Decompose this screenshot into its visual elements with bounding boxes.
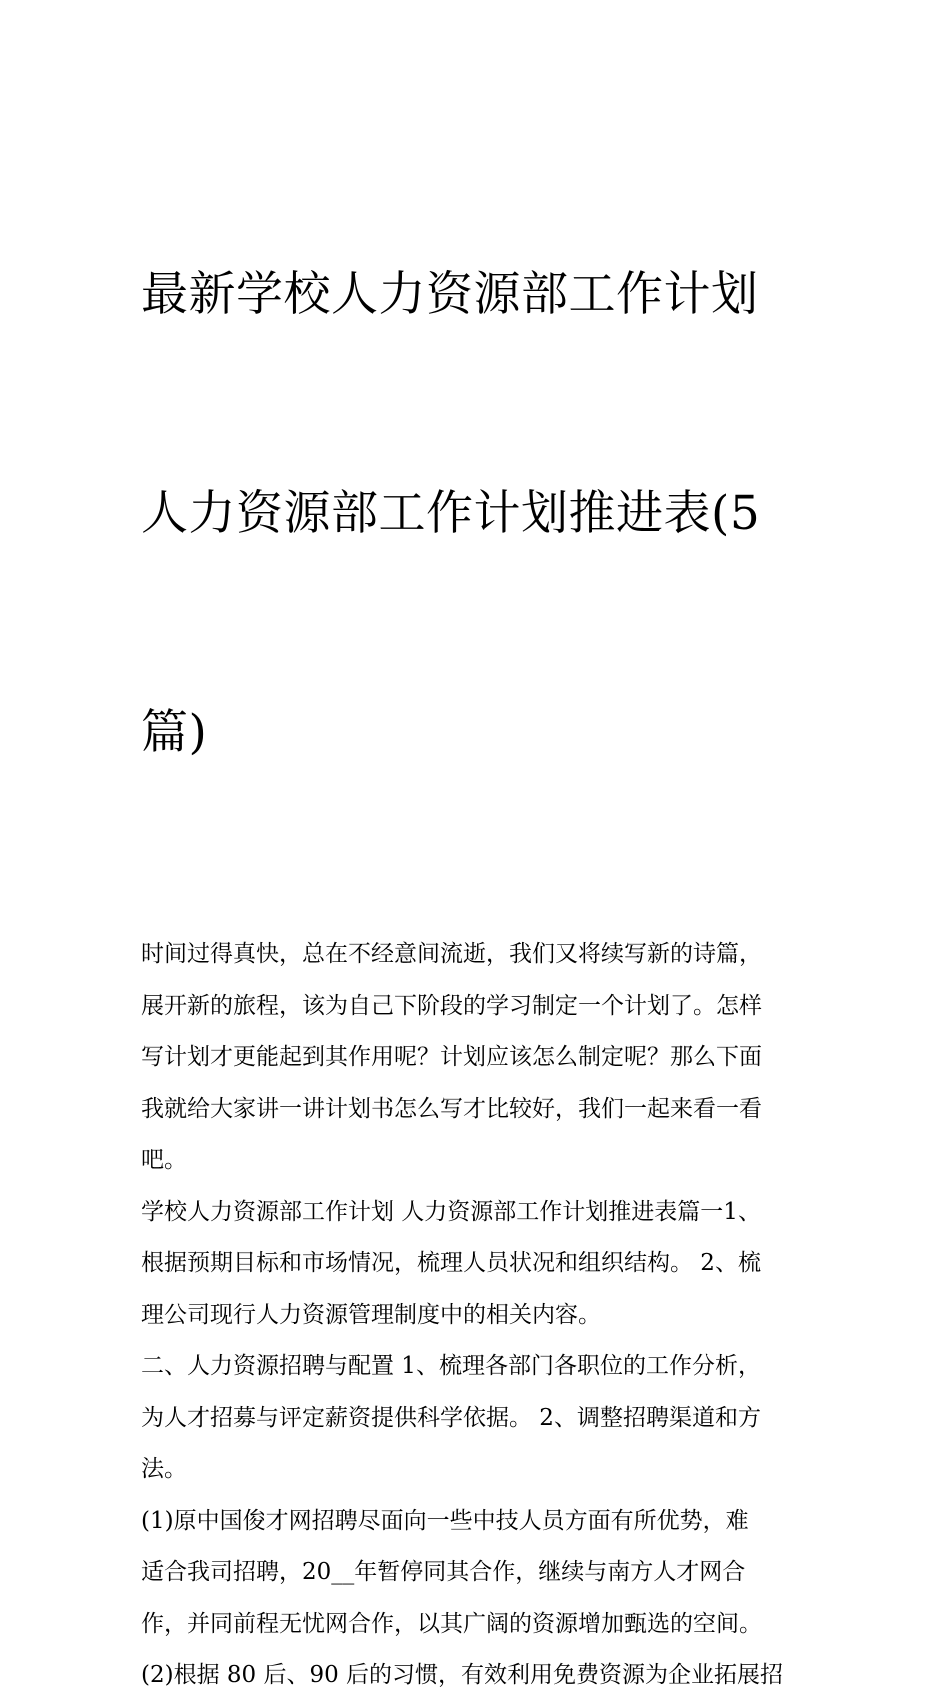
text-line: 时间过得真快，总在不经意间流逝，我们又将续写新的诗篇，	[141, 941, 762, 967]
text-line: 写计划才更能起到其作用呢？计划应该怎么制定呢？那么下面	[141, 1044, 762, 1070]
document-content	[141, 112, 821, 1702]
paragraph-item-2	[141, 1650, 821, 1702]
text-line: 学校人力资源部工作计划 人力资源部工作计划推进表篇一1、	[141, 1198, 761, 1225]
title-line: 最新学校人力资源部工作计划	[141, 267, 759, 322]
text-line: 展开新的旅程，该为自己下阶段的学习制定一个计划了。怎样	[141, 992, 762, 1019]
text-line: 二、人力资源招聘与配置 1、梳理各部门各职位的工作分析，	[141, 1353, 761, 1379]
text-line: 适合我司招聘，20__年暂停同其合作，继续与南方人才网合	[141, 1559, 746, 1585]
paragraph-section-two	[141, 1341, 821, 1496]
text-line: 根据预期目标和市场情况，梳理人员状况和组织结构。 2、梳	[141, 1250, 761, 1276]
text-line: (2)根据 80 后、90 后的习惯，有效利用免费资源为企业拓展招	[141, 1662, 784, 1688]
paragraph-item-1	[141, 1496, 821, 1651]
paragraph-intro	[141, 929, 821, 1187]
text-line: 我就给大家讲一讲计划书怎么写才比较好，我们一起来看一看	[141, 1095, 762, 1122]
paragraph-section-one	[141, 1187, 821, 1342]
document-body	[141, 929, 821, 1702]
text-line: 作，并同前程无忧网合作，以其广阔的资源增加甄选的空间。	[141, 1610, 762, 1637]
text-line: 为人才招募与评定薪资提供科学依据。 2、调整招聘渠道和方	[141, 1404, 761, 1431]
text-line: 理公司现行人力资源管理制度中的相关内容。	[141, 1301, 601, 1328]
text-line: 法。	[141, 1456, 187, 1482]
title-line: 人力资源部工作计划推进表(5	[141, 486, 761, 541]
text-line: (1)原中国俊才网招聘尽面向一些中技人员方面有所优势，难	[141, 1507, 749, 1534]
title-line: 篇)	[141, 705, 208, 760]
document-title	[141, 112, 821, 915]
text-line: 吧。	[141, 1147, 187, 1173]
